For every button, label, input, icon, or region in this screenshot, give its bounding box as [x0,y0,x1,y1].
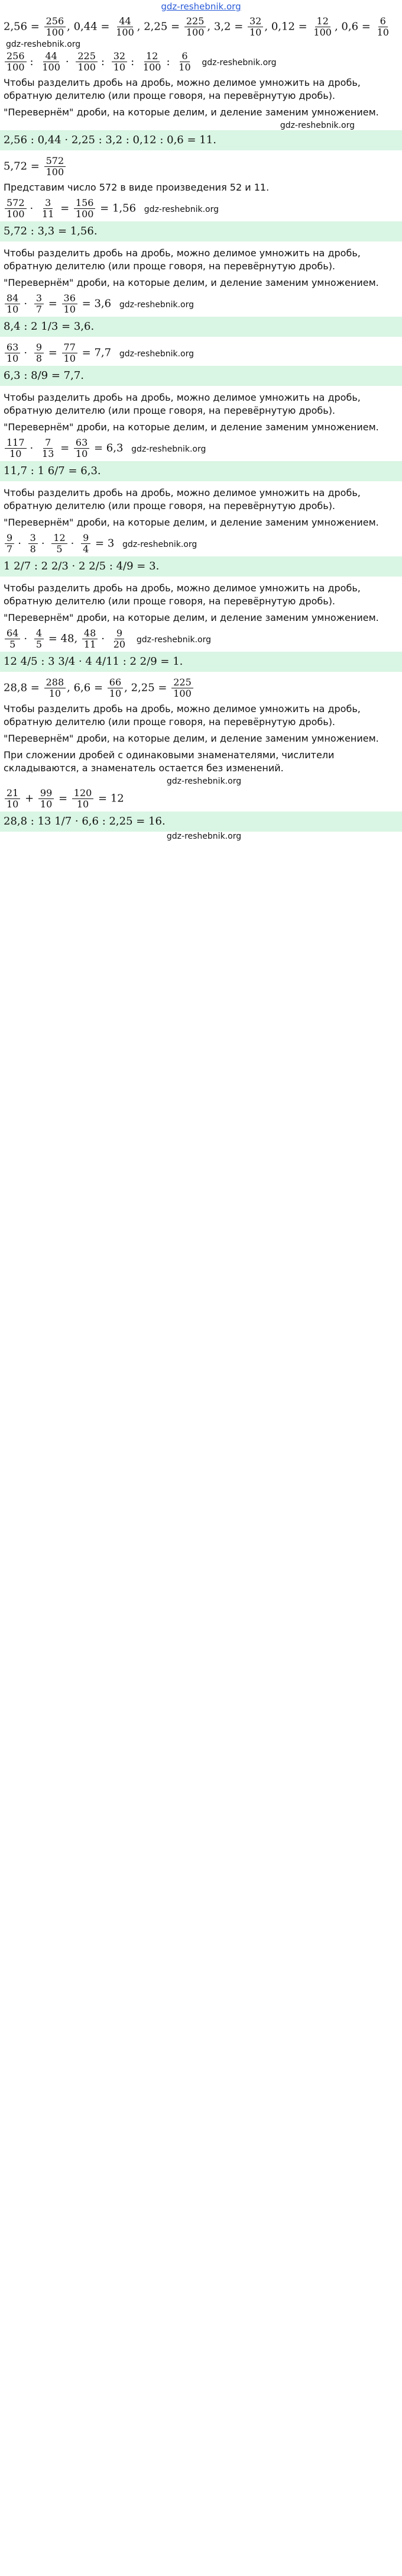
p3-result: 8,4 : 2 1/3 = 3,6. [0,317,402,337]
p2-steps: $\frac{572}{100}$ · $\frac{3}{11}$ = $\frac{156}{100}$ = 1,56 gdz-reshebnik.org [0,196,402,221]
flip-rule-text: "Перевернём" дроби, на которые делим, и деление заменим умножением. [4,612,379,623]
watermark: gdz-reshebnik.org [122,539,197,549]
division-rule-text: Чтобы разделить дробь на дробь, можно делимое умножить на дробь, обратную делителю (или проще говоря, на перевёрнутую дробь). [4,77,361,101]
watermark: gdz-reshebnik.org [202,57,277,67]
p2-conversion: 5,72 = $\frac{572}{100}$ [0,154,402,179]
flip-rule-text: "Перевернём" дроби, на которые делим, и деление заменим умножением. [4,421,379,433]
watermark: gdz-reshebnik.org [136,635,212,645]
division-rule-text: Чтобы разделить дробь на дробь, можно делимое умножить на дробь, обратную делителю (или проще говоря, на перевёрнутую дробь). [4,703,361,727]
p5-steps: $\frac{117}{10}$ · $\frac{7}{13}$ = $\frac{63}{10}$ = 6,3 gdz-reshebnik.org [0,436,402,461]
watermark: gdz-reshebnik.org [166,777,242,786]
represent-572-text: Представим число 572 в виде произведения 52 и 11. [4,182,270,193]
p8-conversion: 28,8 = $\frac{288}{10}$ , 6,6 = $\frac{66}{10}$ , 2,25 = $\frac{225}{100}$ [0,675,402,701]
watermark: gdz-reshebnik.org [280,121,355,130]
p3-steps: $\frac{84}{10}$ · $\frac{3}{7}$ = $\frac{36}{10}$ = 3,6 gdz-reshebnik.org [0,291,402,317]
p6-steps: $\frac{9}{7}$ · $\frac{3}{8}$ · $\frac{12}{5}$ · $\frac{9}{4}$ = 3 gdz-reshebnik.org [0,531,402,556]
flip-rule-text: "Перевернём" дроби, на которые делим, и деление заменим умножением. [4,517,379,528]
division-rule-text: Чтобы разделить дробь на дробь, можно делимое умножить на дробь, обратную делителю (или проще говоря, на перевёрнутую дробь). [4,392,361,416]
flip-rule-text: "Перевернём" дроби, на которые делим, и деление заменим умножением. [4,733,379,744]
watermark: gdz-reshebnik.org [166,832,242,841]
watermark: gdz-reshebnik.org [131,444,206,454]
p1-fraction-chain: $\frac{256}{100}$ : $\frac{44}{100}$ · $\frac{225}{100}$ : $\frac{32}{10}$ : $\frac{12}{100}$ : $\frac{6}{10}$ gdz-reshebnik.org [0,49,402,75]
p5-result: 11,7 : 1 6/7 = 6,3. [0,461,402,481]
same-denominators-text: При сложении дробей с одинаковыми знаменателями, числители складываются, а знаменатель остается без изменений. [4,749,335,774]
p7-steps: $\frac{64}{5}$ · $\frac{4}{5}$ = 48, $\frac{48}{11}$ · $\frac{9}{20}$ gdz-reshebnik.org [0,626,402,652]
watermark: gdz-reshebnik.org [144,204,219,214]
p8-result: 28,8 : 13 1/7 · 6,6 : 2,25 = 16. [0,812,402,832]
p8-steps: $\frac{21}{10}$ + $\frac{99}{10}$ = $\frac{120}{10}$ = 12 [0,786,402,812]
division-rule-text: Чтобы разделить дробь на дробь, можно делимое умножить на дробь, обратную делителю (или проще говоря, на перевёрнутую дробь). [4,582,361,607]
p2-result: 5,72 : 3,3 = 1,56. [0,221,402,242]
p1-decimals-to-fractions: 2,56 = $\frac{256}{100}$ , 0,44 = $\frac{44}{100}$ , 2,25 = $\frac{225}{100}$ , 3,2 = $\frac{32}{10}$ , 0,12 = $\frac{12}{100}$ , 0,6 = $\frac{6}{10}$ [4,15,389,38]
division-rule-text: Чтобы разделить дробь на дробь, можно делимое умножить на дробь, обратную делителю (или проще говоря, на перевёрнутую дробь). [4,487,361,511]
p1-result: 2,56 : 0,44 · 2,25 : 3,2 : 0,12 : 0,6 = 11. [0,130,402,150]
site-title-link[interactable]: gdz-reshebnik.org [161,1,241,12]
p4-result: 6,3 : 8/9 = 7,7. [0,366,402,386]
watermark: gdz-reshebnik.org [119,300,194,310]
p4-steps: $\frac{63}{10}$ · $\frac{9}{8}$ = $\frac{77}{10}$ = 7,7 gdz-reshebnik.org [0,340,402,366]
solution-page [0,0,402,855]
watermark: gdz-reshebnik.org [119,349,194,359]
flip-rule-text: "Перевернём" дроби, на которые делим, и деление заменим умножением. [4,107,379,118]
division-rule-text: Чтобы разделить дробь на дробь, можно делимое умножить на дробь, обратную делителю (или проще говоря, на перевёрнутую дробь). [4,247,361,272]
p7-result: 12 4/5 : 3 3/4 · 4 4/11 : 2 2/9 = 1. [0,652,402,672]
flip-rule-text: "Перевернём" дроби, на которые делим, и деление заменим умножением. [4,277,379,288]
p6-result: 1 2/7 : 2 2/3 · 2 2/5 : 4/9 = 3. [0,556,402,577]
watermark: gdz-reshebnik.org [6,40,81,49]
